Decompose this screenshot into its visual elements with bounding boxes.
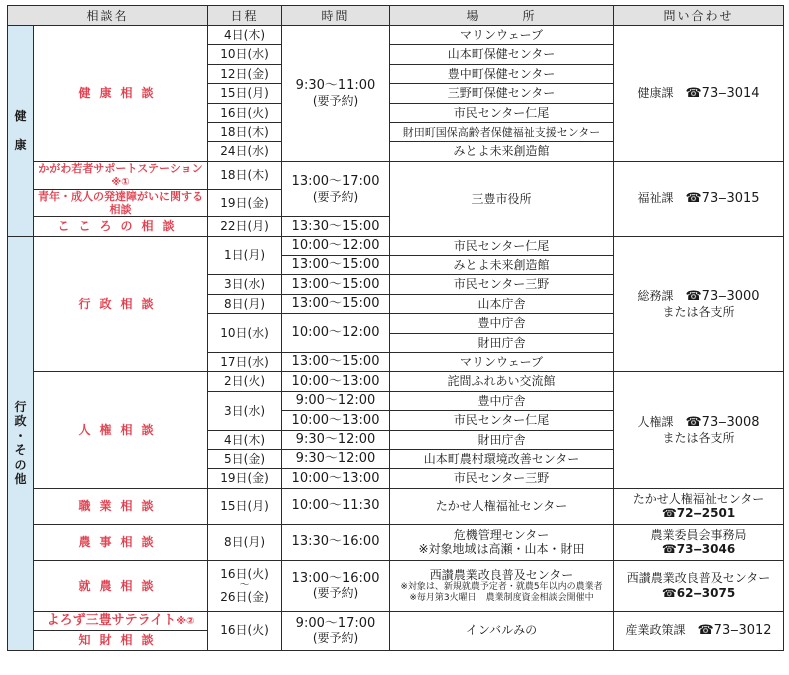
date-cell: 19日(金) [208,469,282,488]
table-row [8,372,784,391]
contact-tel: ☎73‒3012 [697,622,772,638]
time-note: (要予約) [312,93,359,108]
category-admin-other: 行 政 ・ そ の 他 [8,236,34,650]
note-mark: ※① [111,176,130,188]
ip-consult-name: 知財相談 [34,631,208,650]
place-cell: 財田町国保高齢者保健福祉支援センター [390,122,614,141]
table-row [8,161,784,189]
place-cell: みとよ未来創造館 [390,256,614,275]
place-cell: 山本町保健センター [390,45,614,64]
place-cell: 財田庁舎 [390,333,614,352]
date-cell: 3日(水) [208,275,282,294]
place-cell: 山本町農村環境改善センター [390,449,614,468]
date-cell: 8日(月) [208,524,282,560]
contact-note: または各支所 [662,430,735,445]
time-cell: 13:00～15:00 [282,294,390,313]
time-cell: 9:00～12:00 [282,391,390,410]
place-cell: 豊中町保健センター [390,64,614,83]
table-row [8,611,784,630]
contact-org: たかせ人権福祉センター [632,491,765,506]
human-rights-consult-name: 人権相談 [34,372,208,488]
place-cell: 市民センター仁尾 [390,236,614,255]
date-cell: 15日(月) [208,84,282,103]
time-note: (要予約) [312,189,359,204]
consultation-schedule-table [7,5,784,651]
date-cell: 4日(木) [208,430,282,449]
place-cell: 市民センター三野 [390,275,614,294]
time-cell [282,161,390,217]
category-health: 健 康 [8,26,34,237]
date-end: 26日(金) [220,590,269,605]
date-cell: 1日(月) [208,236,282,275]
place-note: ※対象地域は高瀬・山本・財田 [418,542,585,557]
time-note: (要予約) [312,586,359,601]
health-consult-name: 健康相談 [34,26,208,162]
contact-org: 産業政策課 [625,622,686,637]
table-row [8,524,784,560]
date-cell: 3日(水) [208,391,282,430]
time-cell: 10:00～12:00 [282,314,390,353]
table-row [8,488,784,524]
place-cell: 三豊市役所 [390,161,614,236]
place-cell: マリンウェーブ [390,353,614,372]
table-row [8,26,784,45]
date-cell: 5日(金) [208,449,282,468]
place-note: ※毎月第3火曜日 農業制度資金相談会開催中 [409,592,594,603]
time-cell: 10:00～12:00 [282,236,390,255]
header-date: 日程 [208,6,282,26]
time-cell: 13:30～15:00 [282,217,390,236]
header-place: 場 所 [390,6,614,26]
job-consult-name: 職業相談 [34,488,208,524]
contact-tel: ☎73‒3008 [685,415,760,431]
date-cell: 19日(金) [208,189,282,216]
yorozu-label: よろず三豊サテライト [46,613,177,629]
contact-cell [614,236,784,372]
date-cell: 8日(月) [208,294,282,313]
date-cell: 12日(金) [208,64,282,83]
time-text: 13:00～17:00 [291,174,380,190]
place-cell: 市民センター三野 [390,469,614,488]
time-cell: 13:00～15:00 [282,256,390,275]
place-cell [390,524,614,560]
contact-org: 農業委員会事務局 [650,527,747,542]
header-row [8,6,784,26]
place-cell: たかせ人権福祉センター [390,488,614,524]
place-cell [390,560,614,611]
contact-org: 人権課 [637,415,674,430]
youth-support-name [34,161,208,189]
date-cell: 17日(水) [208,353,282,372]
contact-org: 西讃農業改良普及センター [626,571,771,586]
place-note: ※対象は、新規就農予定者・就農5年以内の農業者 [400,582,603,593]
contact-cell [614,611,784,650]
contact-cell [614,161,784,236]
header-name: 相談名 [8,6,208,26]
date-cell [208,560,282,611]
youth-support-label: かがわ若者サポートステーション [38,161,203,175]
contact-tel: ☎73‒3000 [685,289,760,305]
place-cell: みとよ未来創造館 [390,142,614,161]
contact-cell [614,560,784,611]
header-contact: 問い合わせ [614,6,784,26]
admin-consult-name: 行政相談 [34,236,208,372]
place-cell: 三野町保健センター [390,84,614,103]
yorozu-satellite-name [34,611,208,630]
contact-cell [614,372,784,488]
date-cell: 2日(火) [208,372,282,391]
place-cell: 市民センター仁尾 [390,103,614,122]
date-cell: 16日(火) [208,103,282,122]
time-cell: 13:00～15:00 [282,275,390,294]
header-time: 時間 [282,6,390,26]
contact-org: 総務課 [637,289,674,304]
contact-org: 健康課 [637,85,674,100]
date-cell: 10日(水) [208,45,282,64]
time-note: (要予約) [312,631,359,646]
time-cell [282,611,390,650]
mental-consult-name: こころの相談 [34,217,208,236]
time-text: 9:00～17:00 [295,615,376,631]
contact-cell [614,524,784,560]
time-cell: 10:00～13:00 [282,469,390,488]
place-cell: インバルみの [390,611,614,650]
agri-affairs-consult-name: 農事相談 [34,524,208,560]
table-row [8,236,784,255]
place-text: 危機管理センター [453,527,550,542]
developmental-consult-name: 青年・成人の発達障がいに関する相談 [34,189,208,216]
contact-tel: ☎73‒3015 [685,190,760,206]
contact-note: または各支所 [662,304,735,319]
time-cell [282,26,390,162]
date-sep: ～ [239,579,250,591]
place-cell: 山本庁舎 [390,294,614,313]
contact-tel: ☎73‒3014 [685,85,760,101]
place-cell: 豊中庁舎 [390,391,614,410]
place-cell: 豊中庁舎 [390,314,614,333]
time-cell [282,560,390,611]
time-cell: 13:30～16:00 [282,524,390,560]
place-text: 西讃農業改良普及センター [429,567,574,582]
date-cell: 22日(月) [208,217,282,236]
time-cell: 10:00～13:00 [282,372,390,391]
note-mark: ※② [176,616,195,628]
date-cell: 18日(木) [208,161,282,189]
contact-cell [614,488,784,524]
date-cell: 4日(木) [208,26,282,45]
date-cell: 24日(水) [208,142,282,161]
place-cell: マリンウェーブ [390,26,614,45]
date-start: 16日(火) [220,566,269,581]
date-cell: 10日(水) [208,314,282,353]
place-cell: 詫間ふれあい交流館 [390,372,614,391]
time-cell: 9:30～12:00 [282,449,390,468]
date-cell: 18日(木) [208,122,282,141]
place-cell: 市民センター仁尾 [390,411,614,430]
farming-consult-name: 就農相談 [34,560,208,611]
contact-org: 福祉課 [637,190,674,205]
contact-cell [614,26,784,162]
contact-tel: ☎72‒2501 [661,506,736,521]
table-row [8,560,784,611]
time-cell: 9:30～12:00 [282,430,390,449]
time-cell: 10:00～13:00 [282,411,390,430]
time-text: 9:30～11:00 [295,78,376,94]
time-cell: 13:00～15:00 [282,353,390,372]
time-text: 13:00～16:00 [291,570,380,586]
contact-tel: ☎73‒3046 [661,542,736,557]
time-cell: 10:00～11:30 [282,488,390,524]
date-cell: 16日(火) [208,611,282,650]
place-cell: 財田庁舎 [390,430,614,449]
contact-tel: ☎62‒3075 [661,585,736,600]
date-cell: 15日(月) [208,488,282,524]
